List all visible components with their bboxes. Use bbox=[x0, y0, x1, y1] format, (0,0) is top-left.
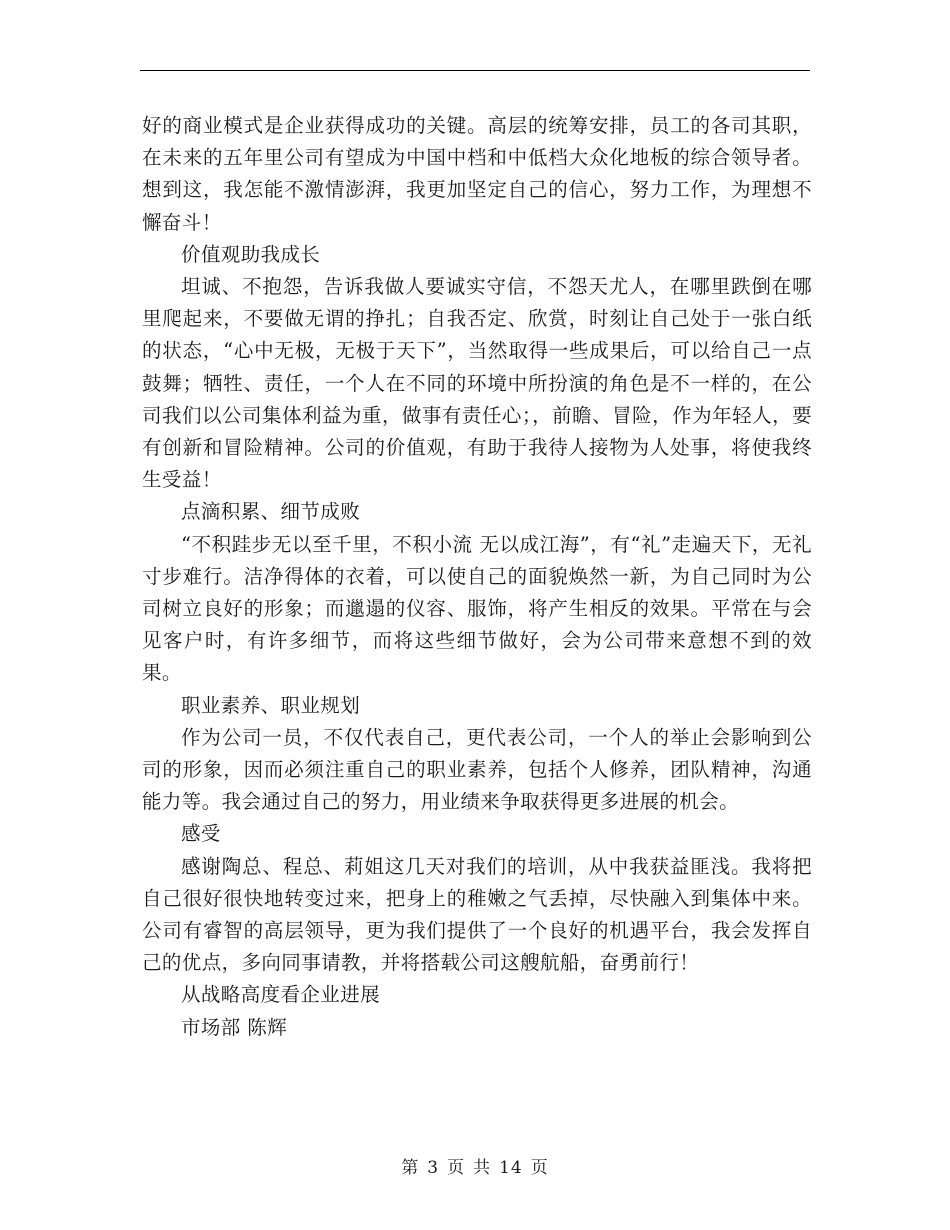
footer-total-pages: 14 bbox=[499, 1158, 523, 1178]
footer-total-word: 共 bbox=[473, 1158, 492, 1178]
paragraph: 坦诚、不抱怨，告诉我做人要诚实守信，不怨天尤人，在哪里跌倒在哪里爬起来，不要做无谓的挣扎；自我否定、欣赏，时刻让自己处于一张白纸的状态，“心中无极，无极于天下”，当然取得一些成果后，可以给自己一点鼓舞；牺牲、责任，一个人在不同的环境中所扮演的角色是不一样的，在公司我们以公司集体利益为重，做事有责任心；，前瞻、冒险，作为年轻人，要有创新和冒险精神。公司的价值观，有助于我待人接物为人处事，将使我终生受益！ bbox=[142, 275, 812, 492]
footer-suffix: 页 bbox=[530, 1158, 549, 1178]
paragraph: 感谢陶总、程总、莉姐这几天对我们的培训，从中我获益匪浅。我将把自己很好很快地转变过来，把身上的稚嫩之气丢掉，尽快融入到集体中来。公司有睿智的高层领导，更为我们提供了一个良好的机遇平台，我会发挥自己的优点，多向同事请教，并将搭载公司这艘航船，奋勇前行！ bbox=[142, 854, 812, 975]
section-heading: 感受 bbox=[181, 822, 221, 846]
footer-page-word: 页 bbox=[447, 1158, 466, 1178]
section-heading: 点滴积累、细节成败 bbox=[181, 500, 361, 524]
author-line: 市场部 陈辉 bbox=[181, 1015, 288, 1039]
paragraph: 作为公司一员，不仅代表自己，更代表公司，一个人的举止会影响到公司的形象，因而必须注重自己的职业素养，包括个人修养，团队精神，沟通能力等。我会通过自己的努力，用业绩来争取获得更多进展的机会。 bbox=[142, 725, 812, 814]
section-heading: 职业素养、职业规划 bbox=[181, 693, 361, 717]
paragraph: “不积跬步无以至千里，不积小流 无以成江海”，有“礼”走遍天下，无礼寸步难行。洁净得体的衣着，可以使自己的面貌焕然一新，为自己同时为公司树立良好的形象；而邋遢的仪容、服饰，将产生相反的效果。平常在与会见客户时，有许多细节，而将这些细节做好，会为公司带来意想不到的效果。 bbox=[142, 532, 812, 685]
header-rule bbox=[140, 70, 810, 71]
footer-prefix: 第 bbox=[401, 1158, 420, 1178]
document-body bbox=[142, 110, 812, 1044]
page-footer bbox=[0, 1153, 950, 1178]
article-title: 从战略高度看企业进展 bbox=[181, 983, 381, 1007]
paragraph: 好的商业模式是企业获得成功的关键。高层的统筹安排，员工的各司其职，在未来的五年里公司有望成为中国中档和中低档大众化地板的综合领导者。想到这，我怎能不激情澎湃，我更加坚定自己的信心，努力工作，为理想不懈奋斗！ bbox=[142, 114, 812, 234]
section-heading: 价值观助我成长 bbox=[181, 242, 321, 266]
footer-current-page: 3 bbox=[427, 1158, 440, 1178]
